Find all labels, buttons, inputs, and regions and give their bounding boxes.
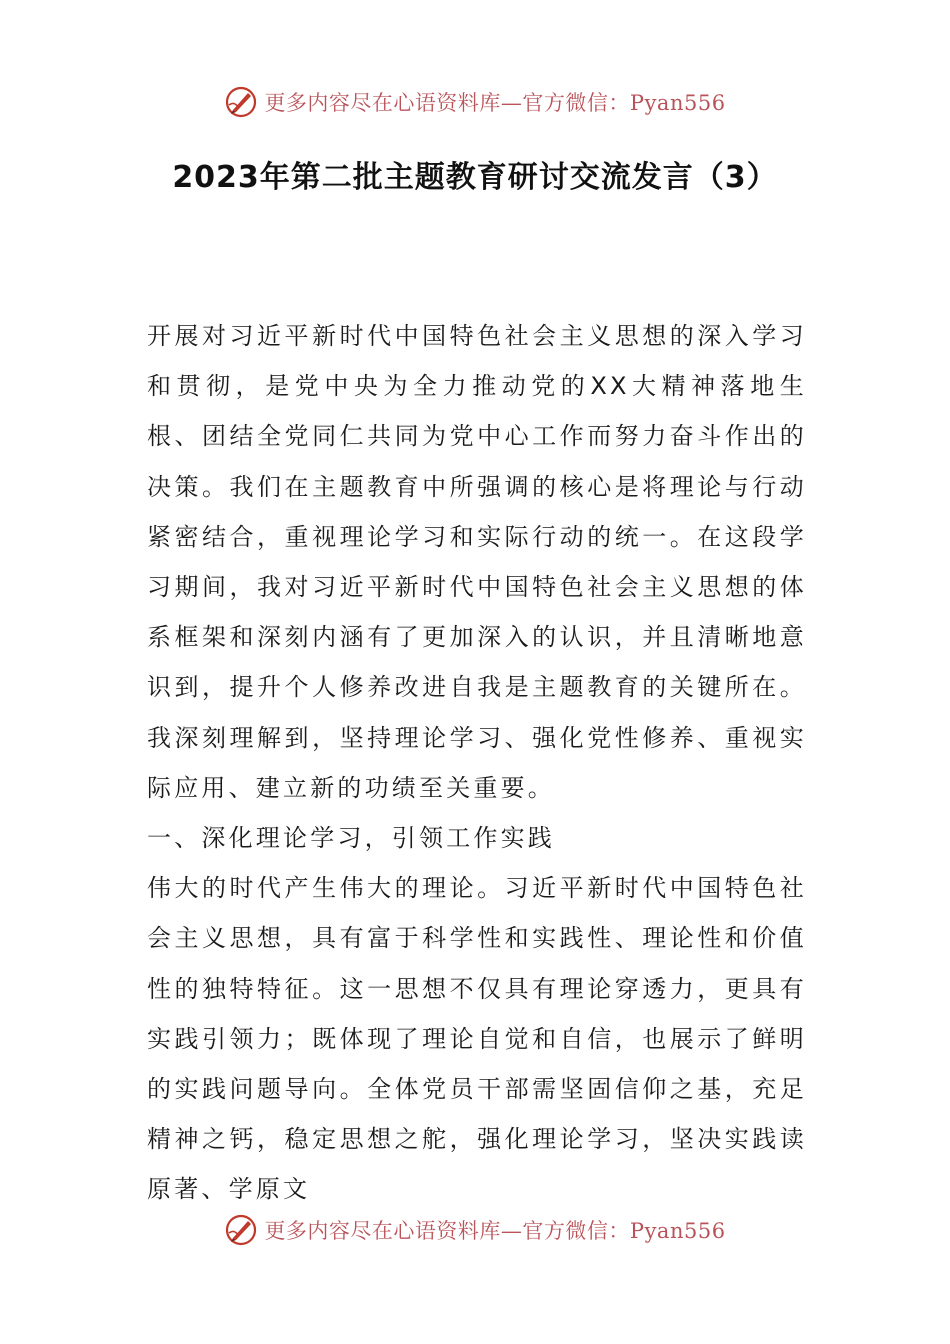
footer-banner [0,1210,950,1250]
intro-paragraph: 开展对习近平新时代中国特色社会主义思想的深入学习和贯彻，是党中央为全力推动党的XX大精神落地生根、团结全党同仁共同为党中心工作而努力奋斗作出的决策。我们在主题教育中所强调的核心是将理论与行动紧密结合，重视理论学习和实际行动的统一。在这段学习期间，我对习近平新时代中国特色社会主义思想的体系框架和深刻内涵有了更加深入的认识，并且清晰地意识到，提升个人修养改进自我是主题教育的关键所在。我深刻理解到，坚持理论学习、强化党性修养、重视实际应用、建立新的功绩至关重要。 [147,322,807,802]
header-banner [0,82,950,122]
section-paragraph: 伟大的时代产生伟大的理论。习近平新时代中国特色社会主义思想，具有富于科学性和实践性、理论性和价值性的独特特征。这一思想不仅具有理论穿透力，更具有实践引领力；既体现了理论自觉和自信，也展示了鲜明的实践问题导向。全体党员干部需坚固信仰之基，充足精神之钙，稳定思想之舵，强化理论学习，坚决实践读原著、学原文 [147,874,807,1204]
pen-logo-icon [224,1213,258,1247]
header-banner-text: 更多内容尽在心语资料库—官方微信：Pyan556 [264,91,726,115]
document-body [147,311,807,1215]
pen-logo-icon [224,85,258,119]
section-heading: 一、深化理论学习，引领工作实践 [147,824,555,853]
document-title: 2023年第二批主题教育研讨交流发言（3） [172,160,778,195]
footer-banner-text: 更多内容尽在心语资料库—官方微信：Pyan556 [264,1219,726,1243]
